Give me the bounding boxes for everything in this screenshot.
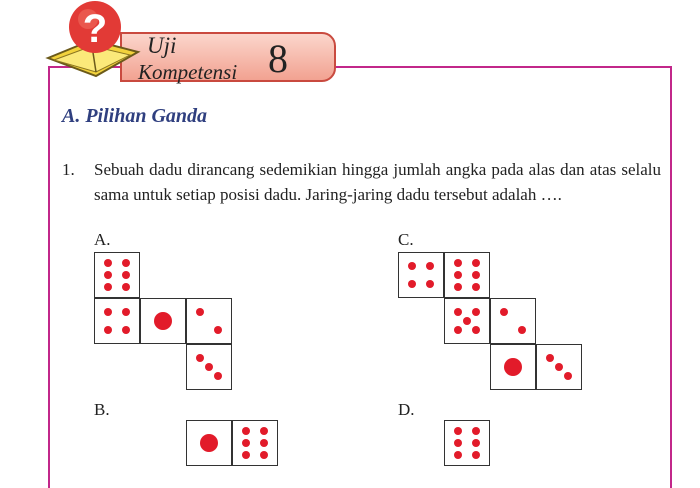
pip <box>555 363 563 371</box>
pip <box>472 308 480 316</box>
pip <box>104 259 112 267</box>
option-c-die-face-2 <box>490 298 536 344</box>
option-a-die-face-4 <box>94 298 140 344</box>
pip <box>242 451 250 459</box>
option-d-die-face-6 <box>444 420 490 466</box>
option-a-die-face-1 <box>140 298 186 344</box>
option-b-label[interactable]: B. <box>94 400 110 419</box>
pip <box>408 262 416 270</box>
pip <box>500 308 508 316</box>
pip <box>242 427 250 435</box>
pip <box>200 434 218 452</box>
pip <box>454 439 462 447</box>
pip <box>472 259 480 267</box>
pip <box>196 308 204 316</box>
pip <box>122 271 130 279</box>
pip <box>426 280 434 288</box>
pip <box>122 259 130 267</box>
pip <box>546 354 554 362</box>
pip <box>454 427 462 435</box>
pip <box>205 363 213 371</box>
pip <box>104 271 112 279</box>
pip <box>426 262 434 270</box>
pip <box>472 283 480 291</box>
pip <box>260 451 268 459</box>
option-a-die-face-3 <box>186 344 232 390</box>
question-number: 1. <box>62 160 75 179</box>
pip <box>454 283 462 291</box>
option-a-die-face-6 <box>94 252 140 298</box>
pip <box>518 326 526 334</box>
svg-text:?: ? <box>82 7 108 51</box>
option-d-label[interactable]: D. <box>398 400 415 419</box>
header-title-line2: Kompetensi <box>138 60 238 84</box>
pip <box>122 326 130 334</box>
header-chapter-number: 8 <box>268 36 288 81</box>
pip <box>104 283 112 291</box>
option-b-die-face-1 <box>186 420 232 466</box>
option-c-die-face-4 <box>398 252 444 298</box>
option-b-die-face-6 <box>232 420 278 466</box>
pip <box>472 427 480 435</box>
pip <box>154 312 172 330</box>
pip <box>472 326 480 334</box>
pip <box>472 271 480 279</box>
pip <box>260 439 268 447</box>
pip <box>454 451 462 459</box>
pip <box>454 271 462 279</box>
option-c-label[interactable]: C. <box>398 230 414 249</box>
pip <box>472 439 480 447</box>
pip <box>472 451 480 459</box>
pip <box>196 354 204 362</box>
pip <box>504 358 522 376</box>
option-c-die-face-6 <box>444 252 490 298</box>
header-title-line1: Uji <box>147 33 177 58</box>
pip <box>104 326 112 334</box>
pip <box>408 280 416 288</box>
option-a-die-face-2 <box>186 298 232 344</box>
option-a-label[interactable]: A. <box>94 230 111 249</box>
pip <box>564 372 572 380</box>
pip <box>242 439 250 447</box>
pip <box>454 308 462 316</box>
section-title: A. Pilihan Ganda <box>62 105 208 127</box>
question-book-icon <box>40 0 150 80</box>
option-c-die-face-3 <box>536 344 582 390</box>
option-c-die-face-5 <box>444 298 490 344</box>
pip <box>454 326 462 334</box>
pip <box>214 326 222 334</box>
pip <box>463 317 471 325</box>
pip <box>122 283 130 291</box>
pip <box>122 308 130 316</box>
content-frame <box>48 66 672 488</box>
question-text: Sebuah dadu dirancang sedemikian hingga jumlah angka pada alas dan atas selalu sama untuk setiap posisi dadu. Jaring-jaring dadu tersebut adalah …. <box>94 160 661 204</box>
option-c-die-face-1 <box>490 344 536 390</box>
pip <box>454 259 462 267</box>
pip <box>260 427 268 435</box>
pip <box>104 308 112 316</box>
pip <box>214 372 222 380</box>
